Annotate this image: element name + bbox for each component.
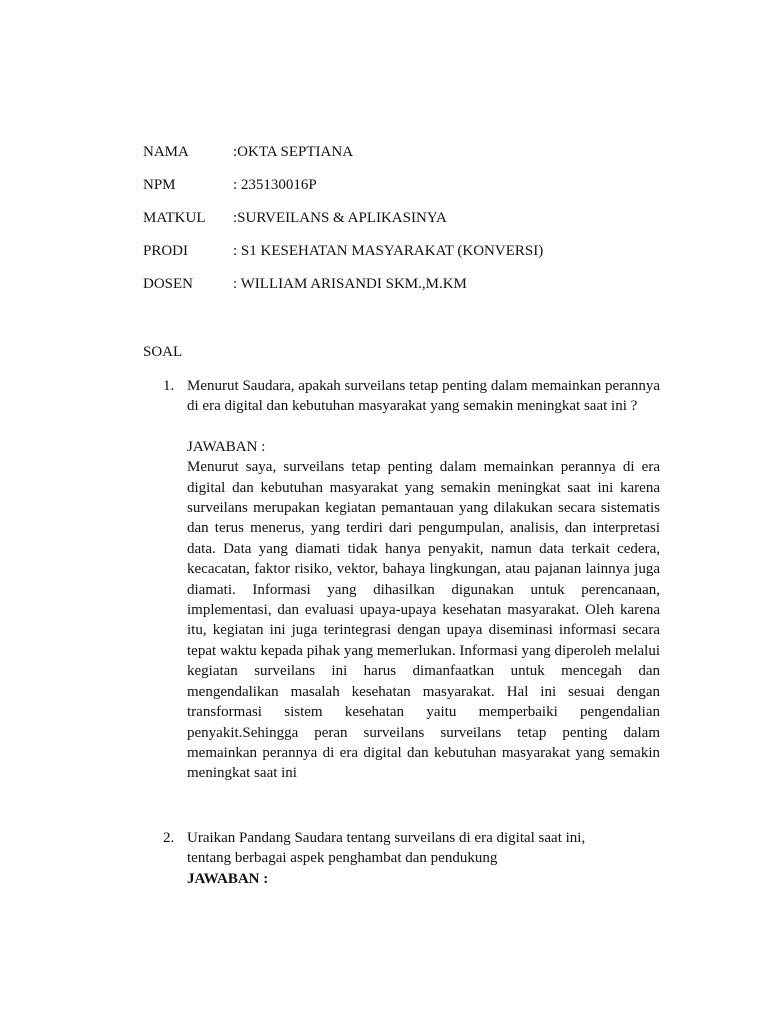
identity-value: :OKTA SEPTIANA [233,144,354,160]
identity-label: PRODI [143,243,189,259]
soal-heading: SOAL [143,344,183,360]
question-body [187,376,660,784]
question-text-line: tentang berbagai aspek penghambat dan pendukung [187,850,498,867]
question-2 [163,828,660,889]
identity-label: NPM [143,177,176,193]
identity-label: DOSEN [143,276,194,292]
identity-value: : WILLIAM ARISANDI SKM.,M.KM [233,276,467,292]
identity-row-prodi [143,241,623,274]
identity-row-dosen [143,274,623,307]
identity-block [143,142,623,307]
question-1 [163,376,660,784]
answer-label: JAWABAN : [187,438,266,455]
answer-label: JAWABAN : [187,870,269,887]
identity-label: NAMA [143,144,189,160]
identity-label: MATKUL [143,210,206,226]
question-number: 2. [163,830,175,846]
question-body [187,828,660,889]
question-number: 1. [163,378,175,394]
answer-text: Menurut saya, surveilans tetap penting dalam memainkan perannya di era digital dan kebutuhan masyarakat yang semakin meningkat saat ini karena surveilans merupakan kegiatan pemantauan yang dilakukan secara sistematis dan terus menerus, yang terdiri dari pengumpulan, analisis, dan interpretasi data. Data yang diamati tidak hanya penyakit, namun data terkait cedera, kecacatan, faktor risiko, vektor, bahaya lingkungan, atau pajanan lainnya juga diamati. Informasi yang dihasilkan digunakan untuk perencanaan, implementasi, dan evaluasi upaya-upaya kesehatan masyarakat. Oleh karena itu, kegiatan ini juga terintegrasi dengan upaya diseminasi informasi secara tepat waktu kepada pihak yang memerlukan. Informasi yang diperoleh melalui kegiatan surveilans ini harus dimanfaatkan untuk mencegah dan mengendalikan masalah kesehatan masyarakat. Hal ini sesuai dengan transformasi sistem kesehatan yaitu memperbaiki pengendalian penyakit.Sehingga peran surveilans surveilans tetap penting dalam memainkan perannya di era digital dan kebutuhan masyarakat yang semakin meningkat saat ini [187,459,660,782]
identity-row-nama [143,142,623,175]
question-text: Menurut Saudara, apakah surveilans tetap penting dalam memainkan perannya di era digital dan kebutuhan masyarakat yang semakin meningkat saat ini ? [187,378,660,415]
identity-value: : S1 KESEHATAN MASYARAKAT (KONVERSI) [233,243,544,259]
identity-value: :SURVEILANS & APLIKASINYA [233,210,447,226]
question-text-line: Uraikan Pandang Saudara tentang surveilans di era digital saat ini, [187,830,586,846]
identity-row-matkul [143,208,623,241]
identity-value: : 235130016P [233,177,317,193]
identity-row-npm [143,175,623,208]
